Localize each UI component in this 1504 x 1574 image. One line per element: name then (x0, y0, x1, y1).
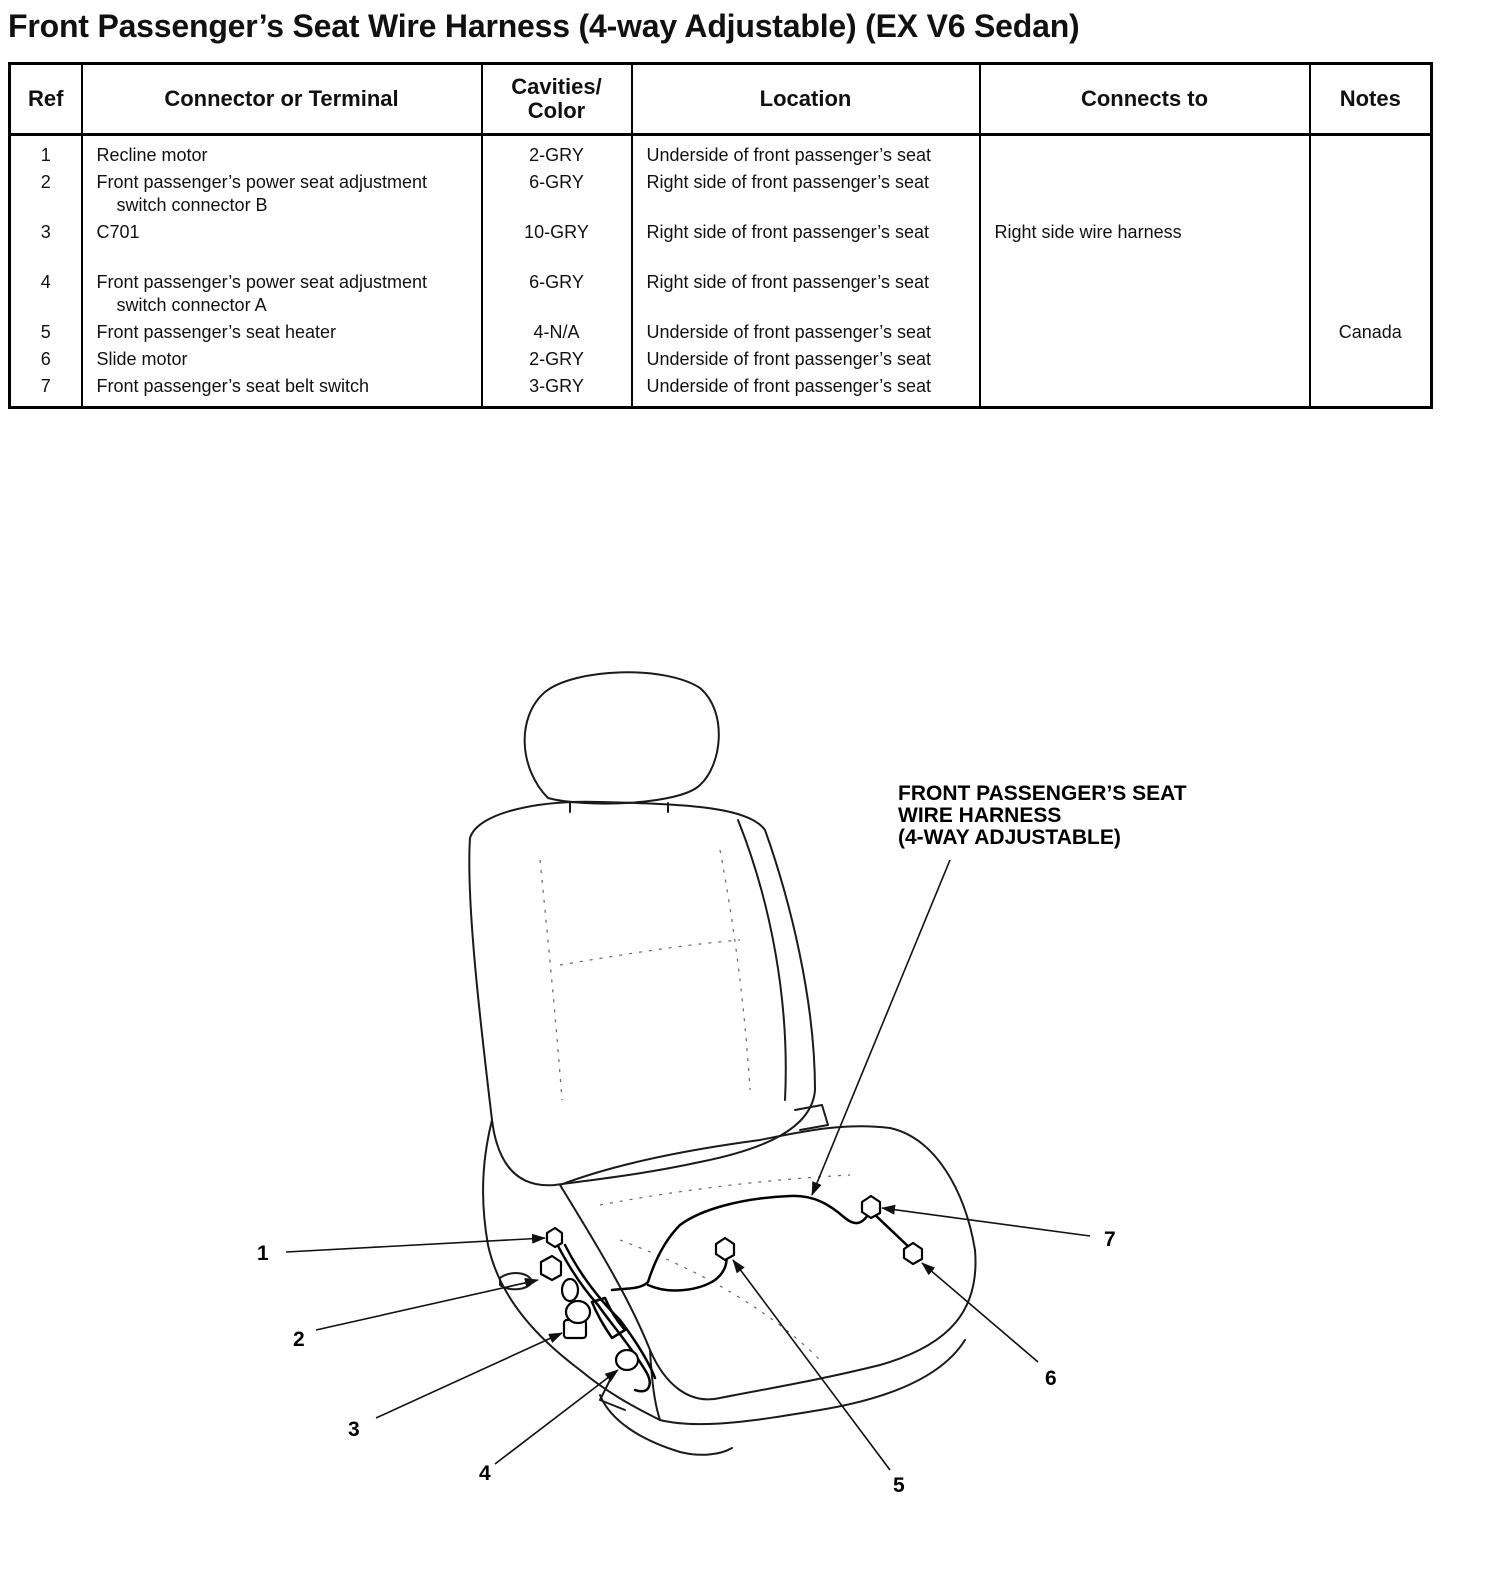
cell-ref: 2 (40, 172, 51, 192)
cell-ref: 5 (40, 322, 51, 342)
seat-rail (600, 1395, 732, 1455)
callout-6: 6 (1045, 1367, 1057, 1390)
cell-cavities: 3-GRY (482, 373, 632, 408)
callout-7: 7 (1104, 1228, 1116, 1251)
connector-5 (716, 1238, 734, 1260)
cell-location: Underside of front passenger’s seat (632, 135, 980, 170)
cell-connector: Recline motor (82, 135, 482, 170)
page-title: Front Passenger’s Seat Wire Harness (4-way Adjustable) (EX V6 Sedan) (8, 8, 1080, 44)
connector-7 (862, 1196, 880, 1218)
cell-location: Right side of front passenger’s seat (632, 169, 980, 219)
cell-connects-to: Right side wire harness (980, 219, 1310, 269)
seat-rail-foot (600, 1380, 625, 1410)
harness-label-line3: (4-WAY ADJUSTABLE) (898, 826, 1121, 849)
callout-2: 2 (293, 1328, 305, 1351)
connector-name-cont: switch connector B (116, 195, 268, 215)
switch-knob-upper (562, 1279, 578, 1301)
cell-connector: Front passenger’s seat heater (82, 319, 482, 346)
recline-lever (795, 1105, 828, 1130)
cell-ref: 3 (40, 222, 51, 242)
cell-location: Underside of front passenger’s seat (632, 346, 980, 373)
switch-knob-lower (566, 1301, 590, 1323)
cell-connector: C701 (82, 219, 482, 269)
cell-location: Right side of front passenger’s seat (632, 219, 980, 269)
harness-label-line1: FRONT PASSENGER’S SEAT (898, 782, 1187, 805)
cell-notes: Canada (1310, 319, 1432, 346)
connector-1 (547, 1228, 562, 1247)
cell-ref: 6 (40, 349, 51, 369)
header-cavities-line1: Cavities/ (511, 74, 602, 99)
cell-cavities: 2-GRY (482, 346, 632, 373)
cell-location: Underside of front passenger’s seat (632, 373, 980, 408)
seat-back (469, 802, 815, 1186)
cell-connector: Front passenger’s seat belt switch (82, 373, 482, 408)
leader-6 (922, 1263, 1038, 1362)
header-connector: Connector or Terminal (82, 64, 482, 135)
harness-branch-slide (872, 1212, 912, 1250)
cell-cavities: 6-GRY (482, 269, 632, 319)
header-cavities-line2: Color (527, 98, 586, 123)
connector-name: Front passenger’s power seat adjustment (96, 272, 428, 292)
harness-label (898, 782, 1192, 849)
cell-ref: 1 (40, 145, 51, 165)
connector-2 (541, 1256, 561, 1280)
leader-harness-label (812, 860, 950, 1195)
leader-2 (316, 1280, 538, 1330)
callout-1: 1 (257, 1242, 269, 1265)
headrest (525, 672, 719, 803)
seat-front-skirt (660, 1340, 965, 1424)
harness-label-line2: WIRE HARNESS (898, 804, 1062, 827)
cell-location: Right side of front passenger’s seat (632, 269, 980, 319)
seat-back-side (738, 820, 786, 1100)
connector-name: Front passenger’s power seat adjustment (96, 172, 428, 192)
cell-location: Underside of front passenger’s seat (632, 319, 980, 346)
header-ref: Ref (10, 64, 82, 135)
harness-main-wire (612, 1196, 870, 1290)
callout-3: 3 (348, 1418, 360, 1441)
connector-6 (904, 1243, 922, 1264)
leader-5 (733, 1260, 890, 1470)
leader-3 (376, 1333, 562, 1418)
cell-ref: 4 (40, 272, 51, 292)
header-location: Location (632, 64, 980, 135)
cell-ref: 7 (40, 376, 51, 396)
leader-4 (495, 1370, 618, 1464)
cell-cavities: 2-GRY (482, 135, 632, 170)
connector-4 (616, 1350, 638, 1370)
leader-7 (882, 1208, 1090, 1236)
cell-connector: Slide motor (82, 346, 482, 373)
header-connects-to: Connects to (980, 64, 1310, 135)
cell-cavities: 4-N/A (482, 319, 632, 346)
connector-name-cont: switch connector A (116, 295, 267, 315)
callout-4: 4 (479, 1462, 491, 1485)
leader-1 (286, 1238, 545, 1252)
header-notes: Notes (1310, 64, 1432, 135)
cell-cavities: 6-GRY (482, 169, 632, 219)
cell-cavities: 10-GRY (482, 219, 632, 269)
callout-5: 5 (893, 1474, 905, 1497)
